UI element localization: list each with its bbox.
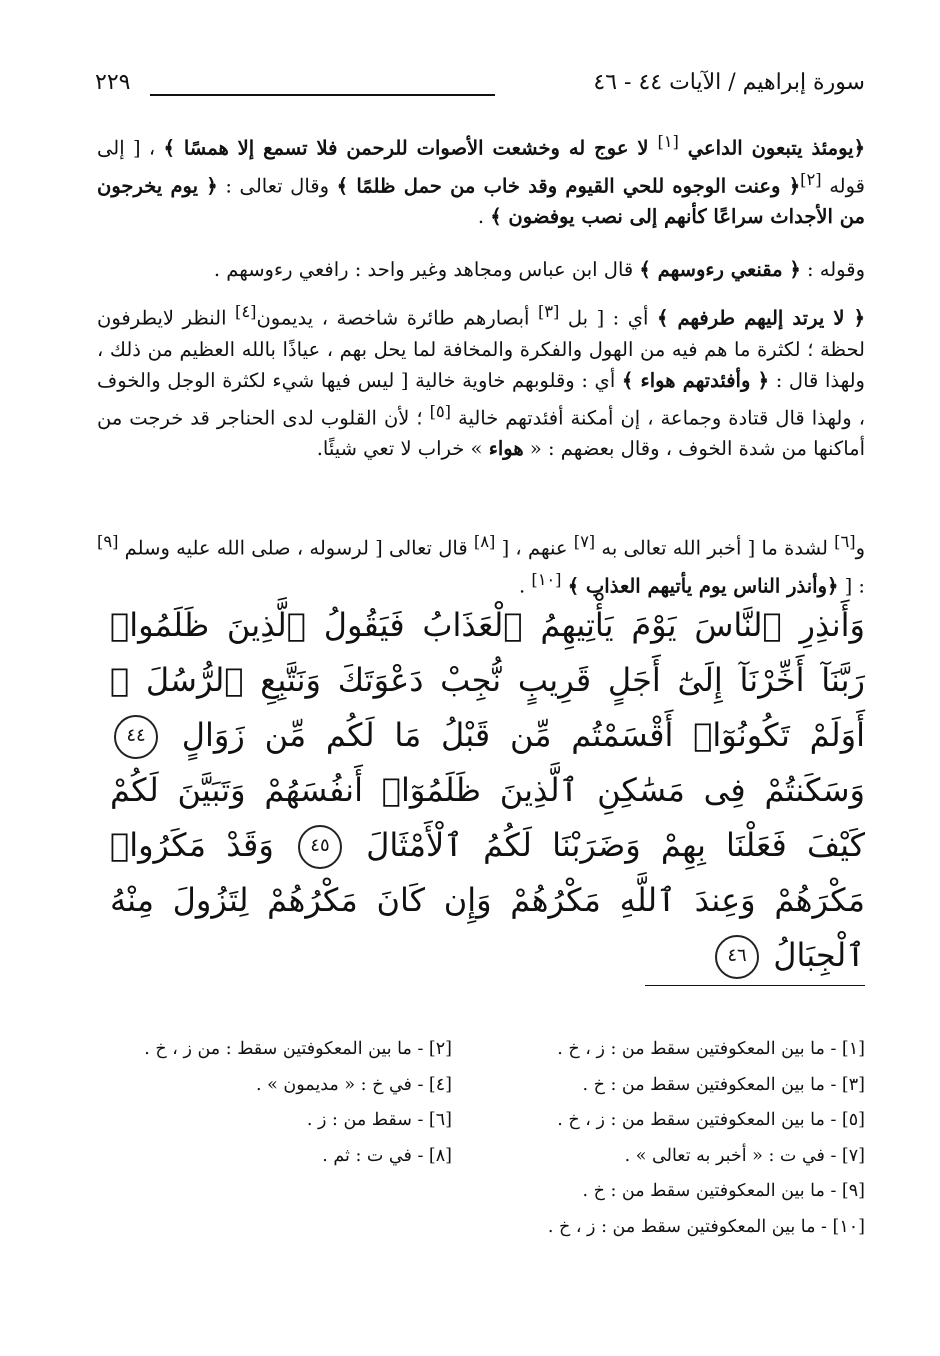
verse-text: وَقَدْ مَكَرُوا۟ مَكْرَهُمْ وَعِندَ ٱللَّهِ مَكْرُهُمْ وَإِن كَانَ مَكْرُهُمْ لِتَزُولَ مِنْهُ ٱلْجِبَالُ [110, 826, 865, 974]
quote-text: ﴿ يوم يخرجون من الأجداث سراعًا كأنهم إلى نصب يوفضون ﴾ [97, 174, 865, 228]
body-text: أبصارهم طائرة شاخصة ، يديمون [256, 306, 538, 330]
footnote-marker: [٨] [473, 532, 496, 551]
quote-text: ﴿يومئذ يتبعون الداعي [678, 136, 866, 160]
footnote-9: [٩] - ما بين المعكوفتين سقط من : خ . [582, 1181, 865, 1201]
page-header [95, 66, 865, 106]
footnote-marker: [٧] [573, 532, 596, 551]
paragraph-2 [97, 254, 865, 285]
footnote-1: [١] - ما بين المعكوفتين سقط من : ز ، خ . [557, 1039, 865, 1059]
body-text: » خراب لا تعي شيئًا. [316, 437, 489, 460]
footnotes-left-column [92, 1032, 452, 1174]
body-text: عنهم ، [ [495, 536, 574, 560]
body-text: وقوله : [800, 258, 865, 281]
ayah-number-marker: ٤٥ [298, 825, 342, 869]
quote-text: ﴿ وعنت الوجوه للحي القيوم وقد خاب من حمل ظلمًا ﴾ [336, 174, 801, 197]
quote-text: لا عوج له وخشعت الأصوات للرحمن فلا تسمع إلا همسًا ﴾ [163, 136, 658, 160]
quote-text: ﴿ وأفئدتهم هواء ﴾ [621, 368, 770, 392]
quote-text: ﴿ لا يرتد إليهم طرفهم ﴾ [656, 306, 865, 330]
footnote-7: [٧] - في ت : « أخبر به تعالى » . [624, 1145, 865, 1166]
header-rule [150, 94, 495, 96]
footnote-marker: [١] [657, 132, 679, 151]
footnote-marker: [٥] [429, 401, 451, 421]
body-text: قال ابن عباس ومجاهد وغير واحد : رافعي رءوسهم . [213, 258, 640, 281]
footnotes-right-column [520, 1032, 865, 1245]
quote-text: ﴿ مقنعي رءوسهم ﴾ [639, 258, 801, 281]
footnote-5: [٥] - ما بين المعكوفتين سقط من : ز ، خ . [557, 1110, 865, 1130]
body-text: . [518, 574, 532, 597]
footnote-6: [٦] - سقط من : ز . [306, 1110, 452, 1130]
footnote-marker: [٣] [537, 302, 560, 321]
paragraph-1 [97, 126, 865, 232]
footnote-marker: [٢] [800, 169, 822, 189]
footnote-divider [645, 985, 865, 986]
body-text: النظر لايطرفون لحظة ؛ لكثرة ما هم فيه من الهول والفكرة والمخافة لما يحل بهم ، عياذًا بالله العظيم من ذلك ، ولهذا قال : [97, 306, 865, 392]
footnote-marker: [٤] [235, 302, 257, 321]
body-text: : [ [838, 574, 865, 597]
footnote-2: [٢] - ما بين المعكوفتين سقط : من ز ، خ . [144, 1039, 452, 1059]
quote-text: هواء [488, 437, 524, 460]
footnote-marker: [٦] [834, 532, 856, 551]
quote-text: ﴿وأنذر الناس يوم يأتيهم العذاب ﴾ [567, 574, 839, 597]
paragraph-4 [97, 526, 865, 601]
body-text: أي : وقلوبهم خاوية خالية [ ليس فيها شيء لكثرة الوجل والخوف ، ولهذا قال قتادة وجماعة ، إن أمكنة أفئدتهم خالية [97, 368, 865, 429]
ayah-number-marker: ٤٤ [114, 715, 158, 759]
quran-verses [110, 598, 865, 983]
footnote-3: [٣] - ما بين المعكوفتين سقط من : خ . [582, 1074, 865, 1095]
footnote-marker: [٩] [97, 532, 119, 551]
body-text: . [477, 205, 491, 228]
footnote-marker: [١٠] [531, 569, 562, 589]
body-text: ؛ لأن القلوب لدى الحناجر قد خرجت من أماكنها من شدة الخوف ، وقال بعضهم : « [97, 406, 865, 460]
body-text: لشدة ما [ أخبر الله تعالى به [595, 536, 835, 560]
paragraph-3 [97, 296, 865, 464]
body-text: أي : [ بل [559, 306, 657, 330]
body-text: قال تعالى [ لرسوله ، صلى الله عليه وسلم [118, 536, 474, 560]
footnote-10: [١٠] - ما بين المعكوفتين سقط من : ز ، خ . [547, 1216, 865, 1237]
footnote-4: [٤] - في خ : « مديمون » . [255, 1074, 452, 1095]
body-text: ، [ إلى قوله [97, 136, 865, 197]
body-text: وقال تعالى : [217, 174, 337, 197]
ayah-number-marker: ٤٦ [715, 935, 759, 979]
footnote-8: [٨] - في ت : ثم . [322, 1145, 452, 1166]
surah-title: سورة إبراهيم / الآيات ٤٤ - ٤٦ [593, 70, 865, 95]
verse-text: وَأَنذِرِ ٱلنَّاسَ يَوْمَ يَأْتِيهِمُ ٱلْعَذَابُ فَيَقُولُ ٱلَّذِينَ ظَلَمُوا۟ رَبَّنَآ أَخِّرْنَآ إِلَىٰٓ أَجَلٍ قَرِيبٍ نُّجِبْ دَعْوَتَكَ وَنَتَّبِعِ ٱلرُّسُلَ ۗ أَوَلَمْ تَكُونُوٓا۟ أَقْسَمْتُم مِّن قَبْلُ مَا لَكُم مِّن زَوَالٍ [110, 606, 866, 754]
verse-text: وَسَكَنتُمْ فِى مَسَٰكِنِ ٱلَّذِينَ ظَلَمُوٓا۟ أَنفُسَهُمْ وَتَبَيَّنَ لَكُمْ كَيْفَ فَعَلْنَا بِهِمْ وَضَرَبْنَا لَكُمُ ٱلْأَمْثَالَ [110, 771, 865, 864]
page-number: ٢٢٩ [95, 70, 131, 95]
body-text: و [855, 536, 866, 560]
